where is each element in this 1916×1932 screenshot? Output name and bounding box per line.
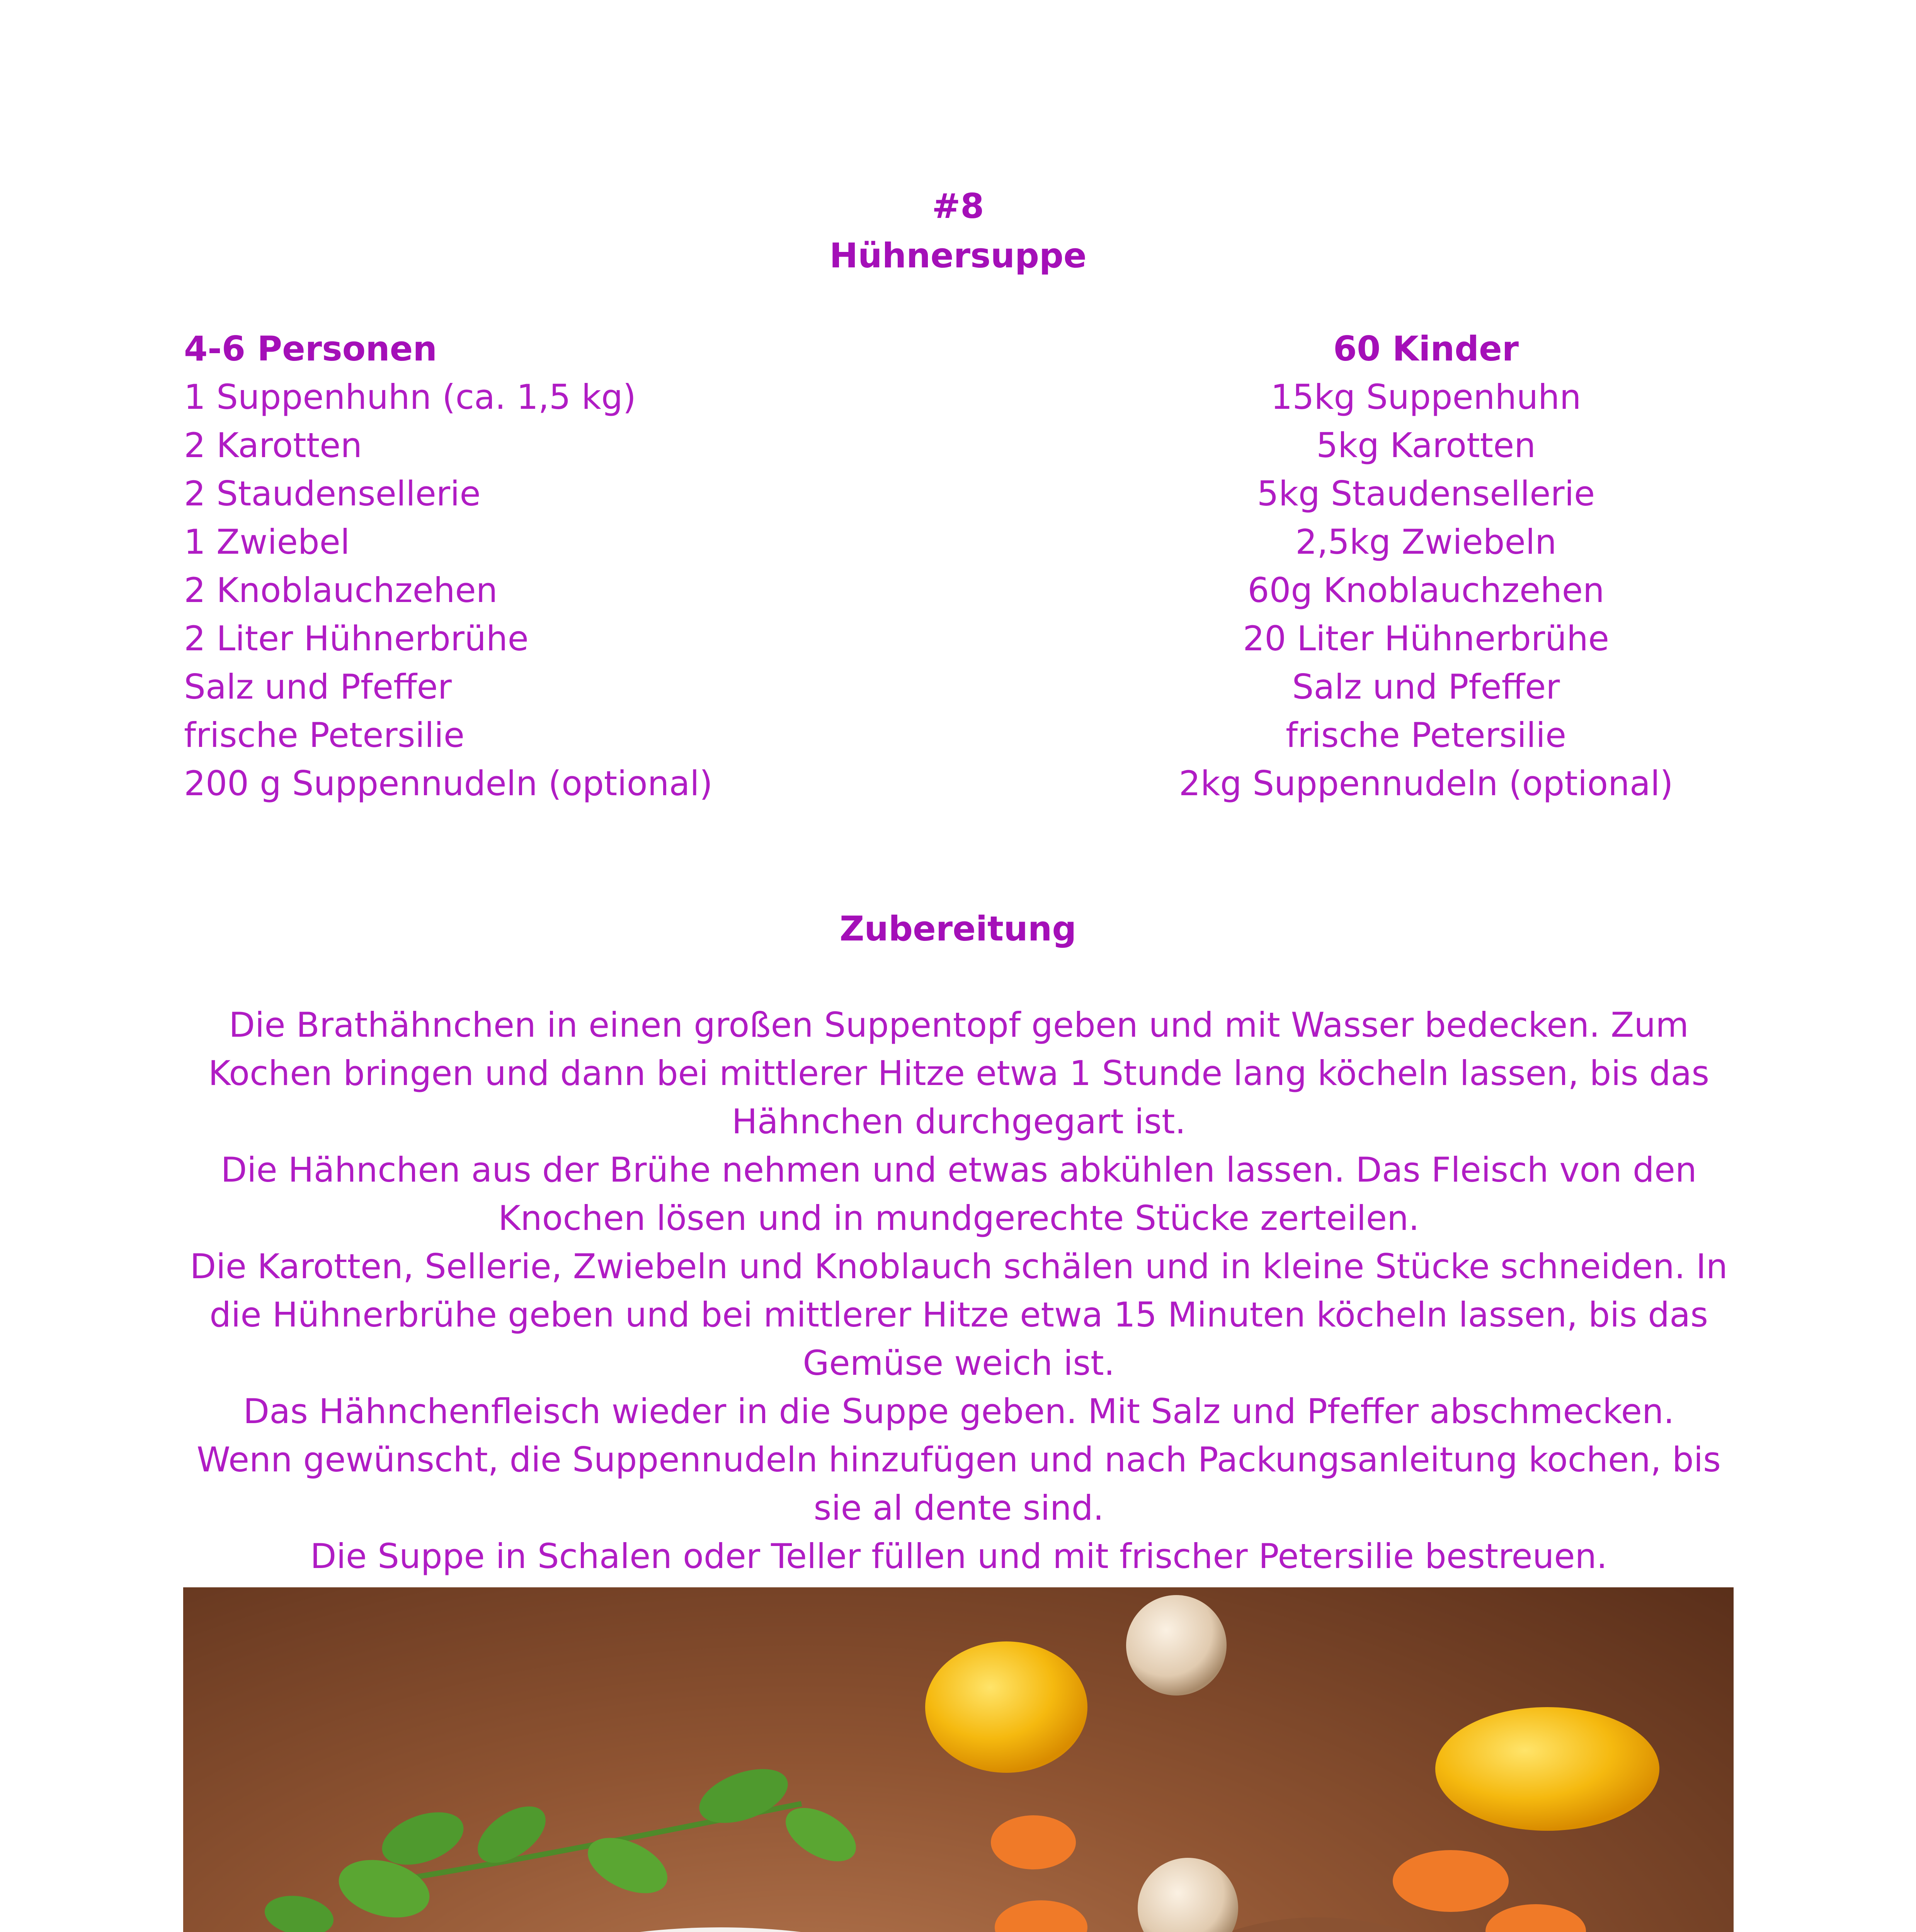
ingredient-item: 2 Staudensellerie [184,474,481,514]
preparation-step: Die Karotten, Sellerie, Zwiebeln und Knoblauch schälen und in kleine Stücke schneiden. In die Hühnerbrühe geben und bei mittlerer Hitze etwa 15 Minuten köcheln lassen, bis das Gemüse weich ist. [190,1247,1728,1383]
preparation-step: Die Hähnchen aus der Brühe nehmen und etwas abkühlen lassen. Das Fleisch von den Knochen lösen und in mundgerechte Stücke zerteilen. [221,1150,1697,1238]
preparation-step: Die Brathähnchen in einen großen Suppentopf geben und mit Wasser bedecken. Zum Kochen bringen und dann bei mittlerer Hitze etwa 1 Stunde lang köcheln lassen, bis das Hähnchen durchgegart ist. [208,1005,1710,1141]
ingredient-item: 20 Liter Hühnerbrühe [1243,619,1609,658]
ingredient-item: 60g Knoblauchzehen [1247,570,1605,610]
soup-illustration [183,1587,1734,1932]
ingredients-small-column [184,325,918,808]
ingredients-large-heading: 60 Kinder [1333,329,1519,369]
ingredient-item: 1 Suppenhuhn (ca. 1,5 kg) [184,377,636,417]
carrot-slice [1393,1850,1509,1912]
recipe-title: Hühnersuppe [829,236,1087,276]
garlic-bulb [1138,1858,1238,1932]
recipe-number: #8 [932,186,984,226]
soup-photo [183,1587,1734,1932]
ingredient-item: 5kg Staudensellerie [1257,474,1595,514]
garlic-bulb [1126,1595,1227,1696]
ingredient-item: 15kg Suppenhuhn [1271,377,1581,417]
ingredient-item: Salz und Pfeffer [184,667,452,707]
preparation-step: Wenn gewünscht, die Suppennudeln hinzufügen und nach Packungsanleitung kochen, bis sie al dente sind. [197,1440,1721,1528]
lemon [925,1641,1087,1773]
ingredient-item: Salz und Pfeffer [1292,667,1560,707]
ingredient-item: 5kg Karotten [1316,425,1536,465]
carrot-slice [1485,1904,1586,1932]
preparation-step: Die Suppe in Schalen oder Teller füllen und mit frischer Petersilie bestreuen. [310,1536,1608,1576]
ingredient-item: 200 g Suppennudeln (optional) [184,764,713,803]
lemon [1435,1707,1659,1831]
ingredient-item: 2 Knoblauchzehen [184,570,498,610]
ingredients-small-heading: 4-6 Personen [184,329,437,369]
ingredient-item: 2 Karotten [184,425,362,465]
preparation-text [184,1001,1734,1580]
preparation-heading: Zubereitung [839,909,1077,949]
ingredient-item: 2,5kg Zwiebeln [1295,522,1557,562]
ingredients-large-column [1121,325,1731,808]
carrot-slice [995,1900,1087,1932]
carrot-slice [991,1815,1076,1869]
ingredient-item: frische Petersilie [1286,715,1566,755]
recipe-title-block [0,182,1916,281]
preparation-step: Das Hähnchenfleisch wieder in die Suppe geben. Mit Salz und Pfeffer abschmecken. [243,1391,1674,1431]
ingredient-item: 1 Zwiebel [184,522,350,562]
ingredient-item: 2kg Suppennudeln (optional) [1179,764,1673,803]
ingredient-item: frische Petersilie [184,715,465,755]
parsley-sprig [262,1759,865,1932]
ingredient-item: 2 Liter Hühnerbrühe [184,619,529,658]
